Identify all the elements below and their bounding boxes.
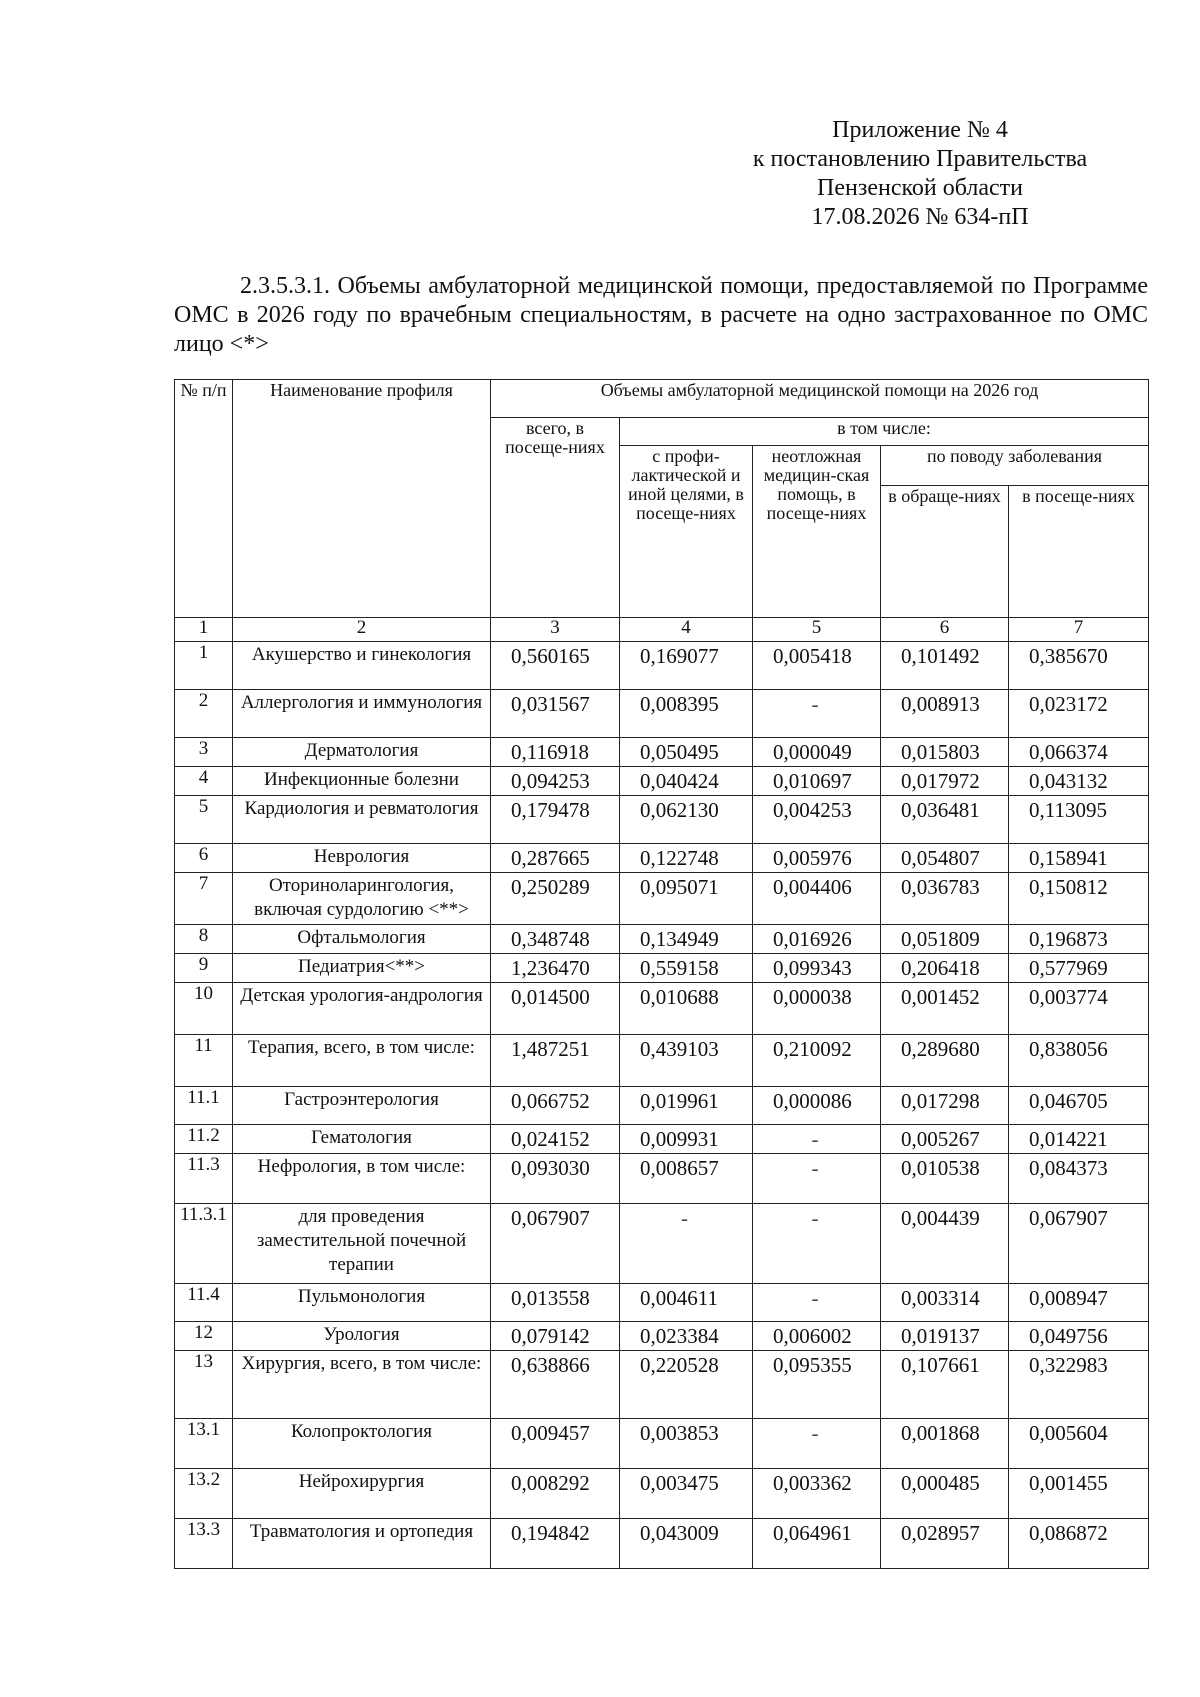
value-cell-c4: 0,220528 — [620, 1351, 753, 1419]
value-cell-c6: 0,101492 — [881, 642, 1009, 690]
row-number: 11.1 — [175, 1087, 233, 1125]
value-cell-c3: 0,348748 — [491, 925, 620, 954]
appendix-region: Пензенской области — [817, 175, 1023, 201]
value-cell-c7: 0,023172 — [1009, 690, 1149, 738]
value-cell-c6: 0,000485 — [881, 1469, 1009, 1519]
row-number: 11 — [175, 1035, 233, 1087]
value-cell-c7: 0,158941 — [1009, 844, 1149, 873]
header-including: в том числе: — [620, 418, 1149, 446]
value-cell-c3: 0,093030 — [491, 1154, 620, 1204]
row-number: 11.2 — [175, 1125, 233, 1154]
value-cell-c5: 0,000086 — [753, 1087, 881, 1125]
table-row — [175, 1469, 1149, 1519]
row-number: 13.1 — [175, 1419, 233, 1469]
value-cell-c7: 0,577969 — [1009, 954, 1149, 983]
value-cell-c3: 1,236470 — [491, 954, 620, 983]
profile-name: Хирургия, всего, в том числе: — [233, 1351, 491, 1419]
table-row — [175, 983, 1149, 1035]
value-cell-c4: 0,023384 — [620, 1322, 753, 1351]
table-row — [175, 1284, 1149, 1322]
value-cell-c3: 0,024152 — [491, 1125, 620, 1154]
value-cell-c6: 0,107661 — [881, 1351, 1009, 1419]
header-urgent: неотложная медицин-ская помощь, в посеще-ниях — [753, 446, 881, 618]
table-row — [175, 873, 1149, 925]
value-cell-c5: 0,000049 — [753, 738, 881, 767]
value-cell-c3: 0,013558 — [491, 1284, 620, 1322]
profile-name: Инфекционные болезни — [233, 767, 491, 796]
value-cell-c7: 0,067907 — [1009, 1204, 1149, 1284]
table-row — [175, 796, 1149, 844]
table-row — [175, 738, 1149, 767]
value-cell-c6: 0,003314 — [881, 1284, 1009, 1322]
value-cell-c3: 0,287665 — [491, 844, 620, 873]
profile-name: Травматология и ортопедия — [233, 1519, 491, 1569]
column-number-cell: 4 — [620, 618, 753, 642]
table-row — [175, 925, 1149, 954]
table-row — [175, 1204, 1149, 1284]
row-number: 13.2 — [175, 1469, 233, 1519]
value-cell-c5: - — [753, 690, 881, 738]
profile-name: Гастроэнтерология — [233, 1087, 491, 1125]
header-visits: в посеще-ниях — [1009, 486, 1149, 618]
value-cell-c7: 0,322983 — [1009, 1351, 1149, 1419]
value-cell-c7: 0,046705 — [1009, 1087, 1149, 1125]
value-cell-c6: 0,010538 — [881, 1154, 1009, 1204]
profile-name: Кардиология и ревматология — [233, 796, 491, 844]
value-cell-c7: 0,385670 — [1009, 642, 1149, 690]
value-cell-c6: 0,005267 — [881, 1125, 1009, 1154]
value-cell-c4: 0,003853 — [620, 1419, 753, 1469]
table-row — [175, 1419, 1149, 1469]
row-number: 13.3 — [175, 1519, 233, 1569]
table-row — [175, 954, 1149, 983]
value-cell-c7: 0,838056 — [1009, 1035, 1149, 1087]
value-cell-c5: - — [753, 1154, 881, 1204]
appendix-title: Приложение № 4 — [832, 117, 1008, 143]
value-cell-c5: 0,064961 — [753, 1519, 881, 1569]
section-heading — [174, 272, 1148, 359]
section-number: 2.3.5.3.1. — [240, 273, 330, 299]
profile-name: Нейрохирургия — [233, 1469, 491, 1519]
header-appeals: в обраще-ниях — [881, 486, 1009, 618]
value-cell-c7: 0,043132 — [1009, 767, 1149, 796]
value-cell-c5: 0,095355 — [753, 1351, 881, 1419]
appendix-date-number: 17.08.2026 № 634-пП — [811, 204, 1029, 230]
value-cell-c6: 0,036481 — [881, 796, 1009, 844]
value-cell-c3: 0,638866 — [491, 1351, 620, 1419]
value-cell-c4: 0,095071 — [620, 873, 753, 925]
value-cell-c6: 0,051809 — [881, 925, 1009, 954]
value-cell-c6: 0,036783 — [881, 873, 1009, 925]
value-cell-c5: 0,010697 — [753, 767, 881, 796]
row-number: 12 — [175, 1322, 233, 1351]
value-cell-c7: 0,150812 — [1009, 873, 1149, 925]
value-cell-c6: 0,028957 — [881, 1519, 1009, 1569]
value-cell-c5: - — [753, 1204, 881, 1284]
column-number-cell: 1 — [175, 618, 233, 642]
table-row — [175, 1087, 1149, 1125]
table-row — [175, 642, 1149, 690]
column-number-cell: 3 — [491, 618, 620, 642]
value-cell-c3: 0,031567 — [491, 690, 620, 738]
value-cell-c7: 0,049756 — [1009, 1322, 1149, 1351]
row-number: 9 — [175, 954, 233, 983]
header-num: № п/п — [175, 380, 233, 618]
value-cell-c6: 0,289680 — [881, 1035, 1009, 1087]
value-cell-c4: 0,559158 — [620, 954, 753, 983]
value-cell-c7: 0,001455 — [1009, 1469, 1149, 1519]
table-row — [175, 1125, 1149, 1154]
value-cell-c5: 0,005976 — [753, 844, 881, 873]
header-disease: по поводу заболевания — [881, 446, 1149, 486]
profile-name: Неврология — [233, 844, 491, 873]
appendix-resolution: к постановлению Правительства — [752, 146, 1088, 172]
column-number-cell: 7 — [1009, 618, 1149, 642]
table-row — [175, 1351, 1149, 1419]
value-cell-c3: 0,014500 — [491, 983, 620, 1035]
value-cell-c5: - — [753, 1125, 881, 1154]
value-cell-c7: 0,005604 — [1009, 1419, 1149, 1469]
value-cell-c5: - — [753, 1284, 881, 1322]
value-cell-c4: 0,003475 — [620, 1469, 753, 1519]
profile-name: Офтальмология — [233, 925, 491, 954]
row-number: 11.4 — [175, 1284, 233, 1322]
value-cell-c4: 0,062130 — [620, 796, 753, 844]
row-number: 3 — [175, 738, 233, 767]
value-cell-c4: 0,019961 — [620, 1087, 753, 1125]
appendix-block — [720, 116, 1120, 232]
table-row — [175, 690, 1149, 738]
value-cell-c3: 0,067907 — [491, 1204, 620, 1284]
value-cell-c6: 0,001452 — [881, 983, 1009, 1035]
value-cell-c7: 0,014221 — [1009, 1125, 1149, 1154]
value-cell-c7: 0,086872 — [1009, 1519, 1149, 1569]
value-cell-c4: 0,009931 — [620, 1125, 753, 1154]
value-cell-c5: 0,005418 — [753, 642, 881, 690]
value-cell-c5: - — [753, 1419, 881, 1469]
value-cell-c5: 0,210092 — [753, 1035, 881, 1087]
value-cell-c4: 0,004611 — [620, 1284, 753, 1322]
header-group: Объемы амбулаторной медицинской помощи на 2026 год — [491, 380, 1149, 418]
column-number-cell: 5 — [753, 618, 881, 642]
value-cell-c6: 0,008913 — [881, 690, 1009, 738]
value-cell-c3: 0,009457 — [491, 1419, 620, 1469]
profile-name: Оториноларингология, включая сурдологию <**> — [233, 873, 491, 925]
profile-name: Детская урология-андрология — [233, 983, 491, 1035]
table-row — [175, 1154, 1149, 1204]
value-cell-c5: 0,003362 — [753, 1469, 881, 1519]
value-cell-c3: 0,179478 — [491, 796, 620, 844]
value-cell-c7: 0,084373 — [1009, 1154, 1149, 1204]
value-cell-c3: 0,194842 — [491, 1519, 620, 1569]
value-cell-c6: 0,004439 — [881, 1204, 1009, 1284]
profile-name: Гематология — [233, 1125, 491, 1154]
value-cell-c7: 0,008947 — [1009, 1284, 1149, 1322]
value-cell-c3: 0,250289 — [491, 873, 620, 925]
table-row — [175, 1035, 1149, 1087]
profile-name: Урология — [233, 1322, 491, 1351]
value-cell-c4: 0,008657 — [620, 1154, 753, 1204]
column-number-cell: 6 — [881, 618, 1009, 642]
value-cell-c4: 0,122748 — [620, 844, 753, 873]
row-number: 2 — [175, 690, 233, 738]
profile-name: Терапия, всего, в том числе: — [233, 1035, 491, 1087]
row-number: 6 — [175, 844, 233, 873]
value-cell-c4: 0,010688 — [620, 983, 753, 1035]
table-row — [175, 1322, 1149, 1351]
profile-name: для проведения заместительной почечной терапии — [233, 1204, 491, 1284]
value-cell-c4: 0,134949 — [620, 925, 753, 954]
row-number: 13 — [175, 1351, 233, 1419]
value-cell-c6: 0,015803 — [881, 738, 1009, 767]
value-cell-c5: 0,000038 — [753, 983, 881, 1035]
value-cell-c3: 0,066752 — [491, 1087, 620, 1125]
row-number: 1 — [175, 642, 233, 690]
header-prophylactic: с профи-лактической и иной целями, в посеще-ниях — [620, 446, 753, 618]
profile-name: Колопроктология — [233, 1419, 491, 1469]
row-number: 5 — [175, 796, 233, 844]
profile-name: Нефрология, в том числе: — [233, 1154, 491, 1204]
value-cell-c3: 0,079142 — [491, 1322, 620, 1351]
value-cell-c5: 0,099343 — [753, 954, 881, 983]
value-cell-c7: 0,066374 — [1009, 738, 1149, 767]
row-number: 10 — [175, 983, 233, 1035]
volumes-table — [174, 379, 1149, 1569]
value-cell-c4: 0,040424 — [620, 767, 753, 796]
table-row — [175, 844, 1149, 873]
value-cell-c6: 0,017972 — [881, 767, 1009, 796]
value-cell-c3: 0,560165 — [491, 642, 620, 690]
table-row — [175, 767, 1149, 796]
value-cell-c3: 0,116918 — [491, 738, 620, 767]
value-cell-c6: 0,001868 — [881, 1419, 1009, 1469]
row-number: 8 — [175, 925, 233, 954]
value-cell-c7: 0,113095 — [1009, 796, 1149, 844]
header-name: Наименование профиля — [233, 380, 491, 618]
value-cell-c3: 0,094253 — [491, 767, 620, 796]
value-cell-c5: 0,004253 — [753, 796, 881, 844]
value-cell-c4: 0,050495 — [620, 738, 753, 767]
profile-name: Педиатрия<**> — [233, 954, 491, 983]
value-cell-c6: 0,017298 — [881, 1087, 1009, 1125]
value-cell-c3: 0,008292 — [491, 1469, 620, 1519]
value-cell-c5: 0,004406 — [753, 873, 881, 925]
value-cell-c4: 0,008395 — [620, 690, 753, 738]
row-number: 7 — [175, 873, 233, 925]
value-cell-c5: 0,006002 — [753, 1322, 881, 1351]
value-cell-c4: 0,439103 — [620, 1035, 753, 1087]
value-cell-c6: 0,054807 — [881, 844, 1009, 873]
row-number: 11.3.1 — [175, 1204, 233, 1284]
value-cell-c6: 0,206418 — [881, 954, 1009, 983]
value-cell-c4: - — [620, 1204, 753, 1284]
row-number: 11.3 — [175, 1154, 233, 1204]
row-number: 4 — [175, 767, 233, 796]
profile-name: Дерматология — [233, 738, 491, 767]
profile-name: Аллергология и иммунология — [233, 690, 491, 738]
value-cell-c4: 0,043009 — [620, 1519, 753, 1569]
header-total: всего, в посеще-ниях — [491, 418, 620, 618]
table-row — [175, 1519, 1149, 1569]
section-title: Объемы амбулаторной медицинской помощи, предоставляемой по Программе ОМС в 2026 году по врачебным специальностям, в расчете на одно застрахованное по ОМС лицо <*> — [174, 273, 1149, 357]
value-cell-c7: 0,196873 — [1009, 925, 1149, 954]
profile-name: Акушерство и гинекология — [233, 642, 491, 690]
profile-name: Пульмонология — [233, 1284, 491, 1322]
value-cell-c6: 0,019137 — [881, 1322, 1009, 1351]
column-number-cell: 2 — [233, 618, 491, 642]
value-cell-c3: 1,487251 — [491, 1035, 620, 1087]
value-cell-c4: 0,169077 — [620, 642, 753, 690]
value-cell-c5: 0,016926 — [753, 925, 881, 954]
value-cell-c7: 0,003774 — [1009, 983, 1149, 1035]
